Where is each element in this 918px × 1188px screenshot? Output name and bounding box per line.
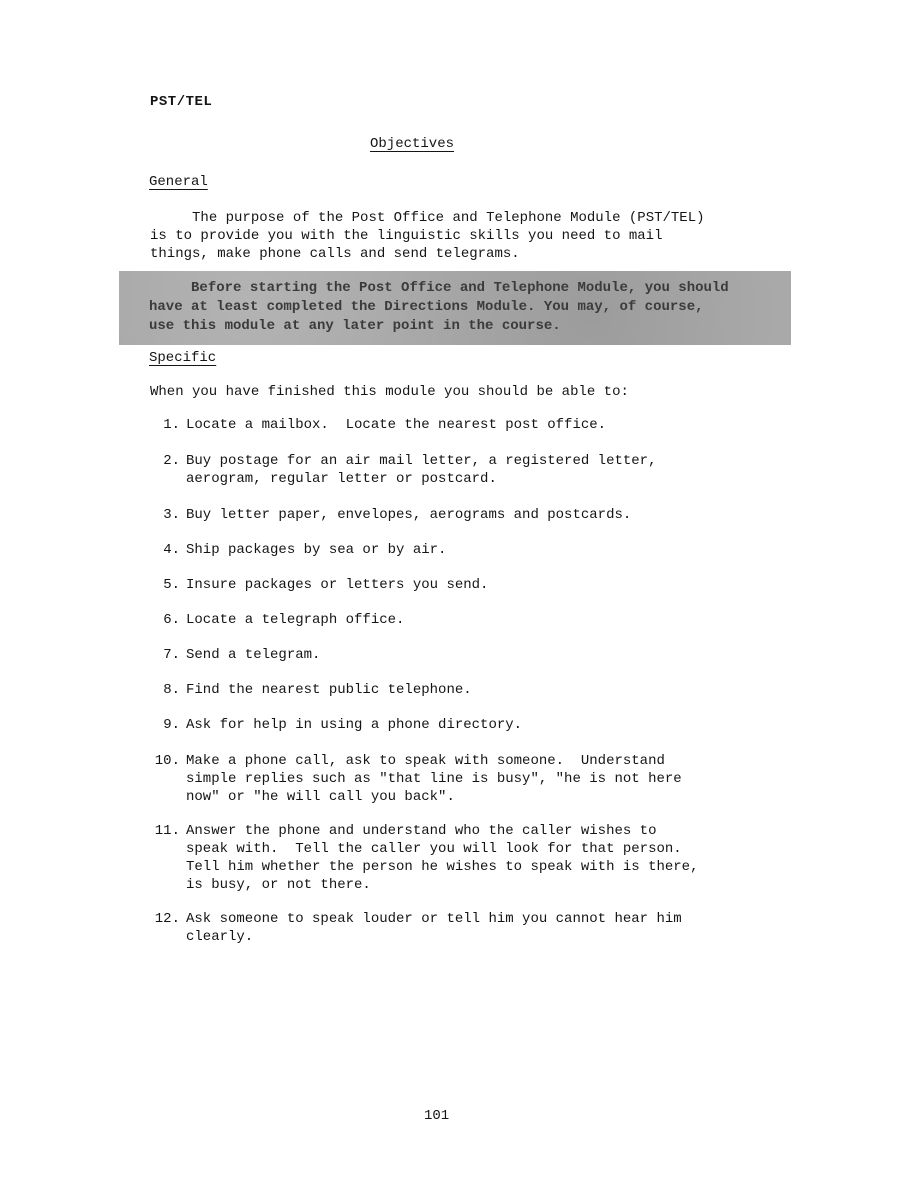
list-item-number: 4. bbox=[163, 542, 180, 558]
shaded-note-text: Before starting the Post Office and Telephone Module, you should have at least completed the Directions Module. You may, of course, use this module at any later point in the course. bbox=[149, 280, 729, 334]
list-item-number: 6. bbox=[163, 612, 180, 628]
list-item-number: 12. bbox=[154, 911, 180, 927]
list-item-text: Send a telegram. bbox=[186, 647, 321, 663]
list-item-number: 2. bbox=[163, 453, 180, 469]
running-head: PST/TEL bbox=[150, 94, 213, 110]
specific-intro: When you have finished this module you should be able to: bbox=[150, 384, 629, 400]
section-heading-specific: Specific bbox=[149, 350, 217, 366]
list-item-number: 1. bbox=[163, 417, 180, 433]
list-item-text: Locate a mailbox. Locate the nearest post office. bbox=[186, 417, 607, 433]
list-item-text: Insure packages or letters you send. bbox=[186, 577, 489, 593]
list-item-number: 10. bbox=[154, 753, 180, 769]
list-item-number: 11. bbox=[154, 823, 180, 839]
page-number: 101 bbox=[424, 1108, 450, 1124]
list-item-text: Answer the phone and understand who the caller wishes to speak with. Tell the caller you will look for that person. Tell him whether the person he wishes to speak with is there, is busy, or not there. bbox=[186, 823, 699, 893]
list-item-number: 7. bbox=[163, 647, 180, 663]
list-item-text: Ship packages by sea or by air. bbox=[186, 542, 447, 558]
list-item-text: Ask someone to speak louder or tell him you cannot hear him clearly. bbox=[186, 911, 682, 945]
list-item-text: Buy letter paper, envelopes, aerograms and postcards. bbox=[186, 507, 632, 523]
list-item-text: Locate a telegraph office. bbox=[186, 612, 405, 628]
list-item-number: 5. bbox=[163, 577, 180, 593]
list-item-text: Ask for help in using a phone directory. bbox=[186, 717, 523, 733]
list-item-number: 3. bbox=[163, 507, 180, 523]
list-item-text: Make a phone call, ask to speak with someone. Understand simple replies such as "that line is busy", "he is not here now" or "he will call you back". bbox=[186, 753, 682, 805]
list-item-text: Buy postage for an air mail letter, a registered letter, aerogram, regular letter or postcard. bbox=[186, 453, 657, 487]
section-heading-general: General bbox=[149, 174, 208, 190]
page-title: Objectives bbox=[370, 136, 455, 152]
list-item-number: 8. bbox=[163, 682, 180, 698]
general-paragraph: The purpose of the Post Office and Telephone Module (PST/TEL) is to provide you with the linguistic skills you need to mail things, make phone calls and send telegrams. bbox=[150, 210, 705, 262]
list-item-text: Find the nearest public telephone. bbox=[186, 682, 472, 698]
shaded-note-box bbox=[119, 271, 791, 345]
list-item-number: 9. bbox=[163, 717, 180, 733]
